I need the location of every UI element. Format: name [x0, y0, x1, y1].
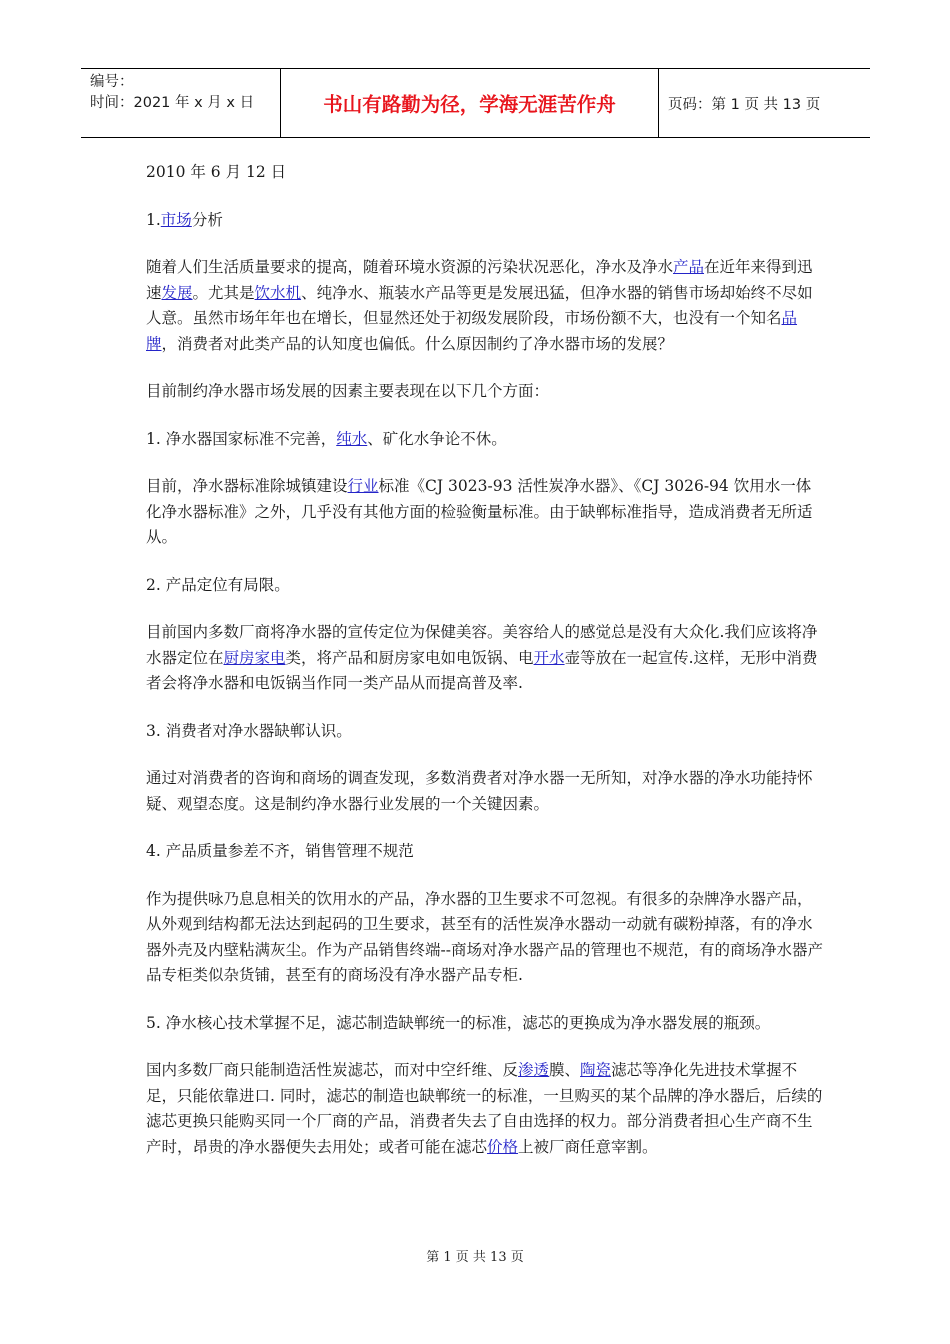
paragraph-consumer-awareness: 通过对消费者的咨询和商场的调查发现，多数消费者对净水器一无所知，对净水器的净水功能持怀疑、观望态度。这是制约净水器行业发展的一个关键因素。: [146, 769, 813, 813]
item-heading-5: 5. 净水核心技术掌握不足，滤芯制造缺郸统一的标准，滤芯的更换成为净水器发展的瓶颈。: [146, 1013, 771, 1032]
link-price[interactable]: 价格: [487, 1137, 519, 1156]
header-info: [81, 69, 281, 137]
text-run: 在近年来得到迅速: [146, 258, 813, 302]
header-page-info: 页码：第 1 页 共 13 页: [668, 96, 821, 113]
link-market[interactable]: 市场: [160, 210, 192, 229]
link-osmosis[interactable]: 渗透: [518, 1061, 550, 1079]
paragraph-filter-tech: [146, 1058, 826, 1160]
document-date: 2010 年 6 月 12 日: [146, 163, 287, 181]
text-run: ，消费者对此类产品的认知度也偏低。什么原因制约了净水器市场的发展？: [161, 334, 674, 353]
header-motto: 书山有路勤为径，学海无涯苦作舟: [281, 69, 659, 137]
link-brand[interactable]: 品牌: [146, 309, 798, 353]
text-run: 目前国内多数厂商将净水器的宣传定位为保健美容。美容给人的感觉总是没有大众化.我们应该将净水器定位在: [146, 623, 818, 667]
link-water-dispenser[interactable]: 饮水机: [254, 283, 302, 302]
text-run: 膜、: [549, 1061, 581, 1079]
page-header: [81, 68, 870, 138]
text-run: 、矿化水争论不休。: [367, 429, 507, 448]
document-body: [146, 160, 826, 1182]
heading-text: 分析: [191, 210, 223, 229]
text-run: 1. 净水器国家标准不完善，: [146, 429, 337, 448]
text-run: 上被厂商任意宰割。: [518, 1137, 658, 1156]
link-development[interactable]: 发展: [161, 283, 193, 302]
time-label: 时间：2021 年 x 月 x 日: [90, 95, 255, 111]
text-run: 随着人们生活质量要求的提高，随着环境水资源的污染状况恶化，净水及净水: [146, 258, 674, 276]
link-kitchen-appliances[interactable]: 厨房家电: [223, 648, 286, 667]
text-run: 国内多数厂商只能制造活性炭滤芯，而对中空纤维、反: [146, 1061, 519, 1079]
page-footer: 第 1 页 共 13 页: [426, 1250, 524, 1265]
text-run: 。尤其是: [192, 283, 255, 302]
link-ceramic[interactable]: 陶瓷: [580, 1061, 612, 1079]
item-heading-4: 4. 产品质量参差不齐，销售管理不规范: [146, 842, 414, 860]
item-heading-1: [146, 427, 826, 453]
heading-number: 1.: [146, 210, 161, 229]
text-run: 滤芯等净化先进技术掌握不足，只能依靠进口. 同时，滤芯的制造也缺郸统一的标准，一旦购买的某个品牌的净水器后，后续的滤芯更换只能购买同一个厂商的产品，消费者失去了自由选择的权力。部分消费者担心生产商不生产时，昂贵的净水器便失去用处；或者可能在滤芯: [146, 1061, 823, 1156]
link-product[interactable]: 产品: [673, 258, 705, 276]
item-heading-3: 3. 消费者对净水器缺郸认识。: [146, 721, 352, 740]
paragraph-standards: [146, 474, 826, 551]
paragraph-intro: [146, 255, 826, 357]
text-run: 类，将产品和厨房家电如电饭锅、电: [285, 648, 534, 667]
item-heading-2: 2. 产品定位有局限。: [146, 575, 290, 594]
paragraph-factors-intro: 目前制约净水器市场发展的因素主要表现在以下几个方面：: [146, 382, 550, 400]
link-boiling-water[interactable]: 开水: [533, 648, 565, 667]
link-industry[interactable]: 行业: [347, 477, 379, 495]
text-run: 壶等放在一起宣传.这样，无形中消费者会将净水器和电饭锅当作同一类产品从而提高普及率.: [146, 648, 818, 692]
section-heading-market-analysis: [146, 208, 826, 234]
text-run: 标准《CJ 3023-93 活性炭净水器》、《CJ 3026-94 饮用水一体化净水器标准》之外，几乎没有其他方面的检验衡量标准。由于缺郸标准指导，造成消费者无所适从。: [146, 477, 813, 546]
paragraph-positioning: [146, 620, 826, 697]
code-label: 编号：: [90, 74, 134, 90]
text-run: 目前，净水器标准除城镇建设: [146, 477, 348, 495]
text-run: 、纯净水、瓶装水产品等更是发展迅猛，但净水器的销售市场却始终不尽如人意。虽然市场年年也在增长，但显然还处于初级发展阶段，市场份额不大，也没有一个知名: [146, 283, 813, 327]
paragraph-quality: 作为提供咏乃息息相关的饮用水的产品，净水器的卫生要求不可忽视。有很多的杂牌净水器产品，从外观到结构都无法达到起码的卫生要求，甚至有的活性炭净水器动一动就有碳粉掉落，有的净水器外壳及内壁粘满灰尘。作为产品销售终端--商场对净水器产品的管理也不规范，有的商场净水器产品专柜类似杂货铺，甚至有的商场没有净水器产品专柜.: [146, 889, 823, 984]
link-pure-water[interactable]: 纯水: [336, 429, 368, 448]
